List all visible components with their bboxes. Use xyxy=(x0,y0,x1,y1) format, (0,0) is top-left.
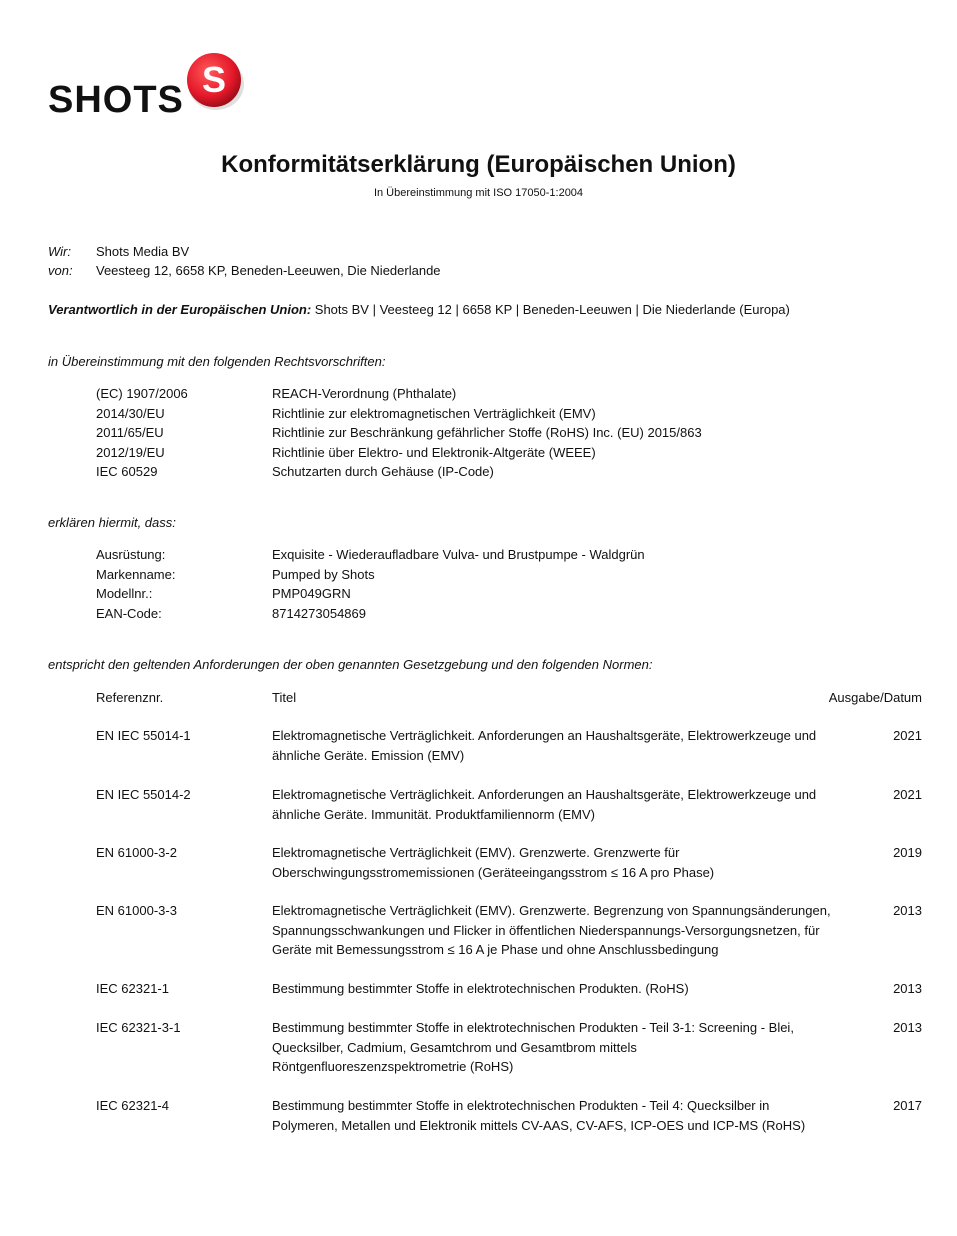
page-title: Konformitätserklärung (Europäischen Union) xyxy=(221,151,736,178)
legislation-desc: Richtlinie zur Beschränkung gefährlicher Stoffe (RoHS) Inc. (EU) 2015/863 xyxy=(272,425,702,441)
standard-title: Elektromagnetische Verträglichkeit (EMV). Grenzwerte. Begrenzung von Spannungsänderungen, Spannungsschwankungen und Flicker in öffentlichen Niederspannungs-Versorgungsnetzen, für Geräte mit Bemessungsstrom ≤ 16 A je Phase und ohne Anschlussbedingung xyxy=(272,903,831,957)
legislation-heading: in Übereinstimmung mit den folgenden Rechtsvorschriften: xyxy=(48,354,386,369)
shots-logo xyxy=(46,50,246,122)
standard-year: 2021 xyxy=(893,728,922,743)
standard-ref: EN IEC 55014-2 xyxy=(96,787,191,802)
page-subtitle: In Übereinstimmung mit ISO 17050-1:2004 xyxy=(373,187,584,199)
list-item xyxy=(96,423,926,443)
standard-title: Bestimmung bestimmter Stoffe in elektrotechnischen Produkten - Teil 4: Quecksilber in Polymeren, Metallen und Elektronik mittels CV-AAS, CV-AFS, ICP-OES und ICP-MS (RoHS) xyxy=(272,1098,806,1133)
logo-badge-icon xyxy=(184,50,246,112)
list-item xyxy=(96,584,926,604)
column-header-title: Titel xyxy=(272,690,297,705)
declaration-value: Pumped by Shots xyxy=(272,566,375,582)
declaration-value: PMP049GRN xyxy=(272,586,351,602)
legislation-code: 2012/19/EU xyxy=(96,444,165,460)
standard-ref: EN 61000-3-3 xyxy=(96,903,177,918)
responsible-line xyxy=(48,300,928,320)
standard-year: 2013 xyxy=(893,903,922,918)
declaration-label: Ausrüstung: xyxy=(96,547,166,562)
declaration-label: EAN-Code: xyxy=(96,605,162,621)
legislation-desc: Schutzarten durch Gehäuse (IP-Code) xyxy=(272,464,494,480)
responsible-label: Verantwortlich in der Europäischen Union: xyxy=(48,302,312,317)
list-item xyxy=(96,545,926,565)
standard-title: Elektromagnetische Verträglichkeit (EMV). Grenzwerte. Grenzwerte für Oberschwingungsstromemissionen (Geräteeingangsstrom ≤ 16 A pro Phase) xyxy=(272,845,715,880)
standard-ref: EN IEC 55014-1 xyxy=(96,728,191,743)
declaration-heading: erklären hiermit, dass: xyxy=(48,515,176,530)
von-value: Veesteeg 12, 6658 KP, Beneden-Leeuwen, Die Niederlande xyxy=(96,263,441,278)
standard-ref: EN 61000-3-2 xyxy=(96,845,177,860)
wir-label: Wir: xyxy=(48,244,71,259)
list-item xyxy=(96,462,926,482)
standard-year: 2013 xyxy=(893,1020,922,1035)
standard-ref: IEC 62321-3-1 xyxy=(96,1020,181,1035)
legislation-desc: Richtlinie zur elektromagnetischen Verträglichkeit (EMV) xyxy=(272,405,596,421)
standard-year: 2019 xyxy=(893,845,922,860)
declaration-list xyxy=(96,545,926,623)
declaration-value: Exquisite - Wiederaufladbare Vulva- und Brustpumpe - Waldgrün xyxy=(272,547,645,562)
legislation-desc: Richtlinie über Elektro- und Elektronik-Altgeräte (WEEE) xyxy=(272,444,596,460)
standard-title: Bestimmung bestimmter Stoffe in elektrotechnischen Produkten. (RoHS) xyxy=(272,981,689,996)
wir-value: Shots Media BV xyxy=(96,244,190,259)
standard-ref: IEC 62321-4 xyxy=(96,1098,169,1113)
responsible-value: Shots BV | Veesteeg 12 | 6658 KP | Beneden-Leeuwen | Die Niederlande (Europa) xyxy=(311,302,790,317)
von-label: von: xyxy=(48,263,73,278)
standard-year: 2013 xyxy=(893,981,922,996)
legislation-list xyxy=(96,384,926,482)
standard-title: Elektromagnetische Verträglichkeit. Anforderungen an Haushaltsgeräte, Elektrowerkzeuge und ähnliche Geräte. Immunität. Produktfamiliennorm (EMV) xyxy=(272,787,817,822)
declaration-label: Markenname: xyxy=(96,566,176,582)
list-item xyxy=(96,384,926,404)
list-item xyxy=(96,404,926,424)
standard-year: 2021 xyxy=(893,787,922,802)
column-header-date: Ausgabe/Datum xyxy=(828,690,922,705)
declaration-label: Modellnr.: xyxy=(96,586,153,602)
logo-badge-letter: S xyxy=(201,59,227,100)
list-item xyxy=(96,443,926,463)
list-item xyxy=(96,604,926,624)
list-item xyxy=(96,565,926,585)
standards-heading: entspricht den geltenden Anforderungen der oben genannten Gesetzgebung und den folgenden Normen: xyxy=(48,657,653,672)
standards-table-header xyxy=(96,688,922,708)
legislation-code: 2014/30/EU xyxy=(96,405,165,421)
legislation-desc: REACH-Verordnung (Phthalate) xyxy=(272,386,457,401)
logo-wordmark: SHOTS xyxy=(48,79,184,121)
legislation-code: 2011/65/EU xyxy=(96,425,164,441)
column-header-ref: Referenznr. xyxy=(96,690,164,705)
legislation-code: (EC) 1907/2006 xyxy=(96,386,188,401)
standard-title: Elektromagnetische Verträglichkeit. Anforderungen an Haushaltsgeräte, Elektrowerkzeuge und ähnliche Geräte. Emission (EMV) xyxy=(272,728,817,763)
declaration-value: 8714273054869 xyxy=(272,605,366,621)
legislation-code: IEC 60529 xyxy=(96,464,158,480)
standard-year: 2017 xyxy=(893,1098,922,1113)
standard-ref: IEC 62321-1 xyxy=(96,981,169,996)
standard-title: Bestimmung bestimmter Stoffe in elektrotechnischen Produkten - Teil 3-1: Screening - Blei, Quecksilber, Cadmium, Gesamtchrom und Gesamtbrom mittels Röntgenfluoreszenzspektrometrie (RoHS) xyxy=(272,1020,794,1074)
